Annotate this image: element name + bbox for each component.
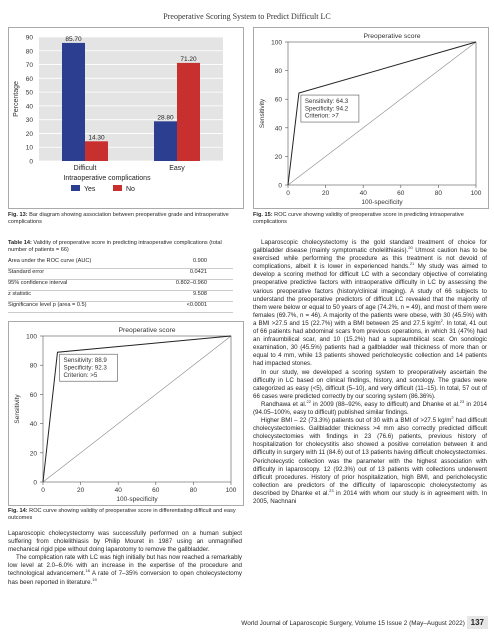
figure-15-roc-chart [253,27,489,209]
figure-13-bar-chart [8,27,244,209]
roc-chart-14-svg [9,322,243,505]
annotation-line: Criterion: >5 [63,371,98,379]
bar-yes [154,121,177,161]
annotation-line: Sensitivity: 88.9 [63,357,107,365]
row-label: z statistic [8,291,32,297]
figure-14-roc-chart [8,321,244,506]
x-tick-label: 100 [470,190,482,197]
x-tick-label: 80 [434,190,443,197]
row-label: Area under the ROC curve (AUC) [8,258,92,264]
paragraph: Randhawa et al.$^{22}$ in 2009 (88–92%, easy to difficult) and Dhanke et al.$^{23}$ in 2014 (94.05–100%, easy to difficult) published similar findings. [253,398,487,416]
y-tick-label: 0 [278,182,282,190]
y-axis-title: Sensitivity [14,394,21,424]
x-tick-label: 100 [225,487,237,494]
table-row [8,280,233,291]
x-tick-label: 0 [41,487,45,494]
y-tick-label: 20 [274,153,282,161]
row-value: 0.0421 [189,269,207,275]
y-tick-label: 0 [29,158,33,166]
running-title: Preoperative Scoring System to Predict Difficult LC [163,12,331,21]
row-value: 0.802–0.960 [175,280,207,286]
y-axis-title: Sensitivity [259,98,266,129]
legend-swatch [113,185,122,191]
y-tick-label: 70 [25,62,33,70]
x-tick-label: 60 [397,190,405,197]
y-tick-label: 20 [25,130,33,138]
page-footer [170,618,488,627]
row-value: <0.0001 [186,302,207,308]
y-tick-label: 0 [33,479,37,487]
y-tick-label: 60 [25,75,33,83]
x-axis-title: Intraoperative complications [63,175,151,182]
figure-14-caption: Fig. 14: ROC curve showing validity of preoperative score in differentiating difficult and easy outcomes [8,508,236,522]
x-axis-title: 100-specificity [361,199,403,206]
bar-value-label: 14.30 [88,134,105,142]
page-number: 137 [467,616,488,629]
x-tick-label: 40 [359,190,367,197]
figure-15-caption: Fig. 15: ROC curve showing validity of preoperative score in predicting intraoperative complications [253,212,464,226]
y-tick-label: 100 [26,333,37,341]
y-tick-label: 90 [25,34,33,42]
chart-title: Preoperative score [363,33,421,40]
y-tick-label: 60 [29,391,37,399]
paragraph: The complication rate with LC was high initially but has now reached a remarkably low level at 2.0–6.0% with an increase in the expertise of the procedure and technological advancement.$^{18}$ A rate of 7–35% conversion to open cholecystectomy has been reported in literature.$^{19}$ [8,554,242,586]
row-value: 9.508 [193,291,207,297]
y-tick-label: 40 [25,103,33,111]
table-14 [8,258,242,313]
right-column-text [253,239,487,506]
x-tick-label: 20 [76,487,85,494]
table-14-title: Table 14: Validity of preoperative score in predicting intraoperative complications (total number of patients = 66) [8,240,222,254]
paragraph: Higher BMI – 22 (73.3%) patients out of 30 with a BMI of >27.5 $kg/m^2$ had difficult cholecystectomies. Gallbladder thickness >4 mm also correctly predicted difficult cholecystectomies with findings in 23 (76.6) patients, previous history of hospitalization for cholecystitis also showed a positive correlation between it and difficulty in surgery with 11 (84.6) out of 13 patients having difficult cholecystectomies. Pericholecystic collection was the parameter with the highest association with difficulty in laparoscopy. 12 (92.3%) out of 13 patients with collections underwent difficult procedures. History of prior hospitalization, high BMI, and pericholecystic collection are predictors of the difficulty of laparoscopic cholecystectomy as described by Dhanke et al.$^{23}$ in 2014 with whom our study is in agreement with. In 2005, Nachnani [253,415,488,505]
table-row [8,269,233,280]
row-value: 0.900 [193,258,207,264]
y-tick-label: 10 [25,144,33,152]
table-row [8,258,233,269]
roc-chart-15-svg [254,28,488,208]
table-row [8,291,233,302]
x-tick-label: 20 [321,190,330,197]
y-tick-label: 80 [274,68,282,76]
y-tick-label: 80 [29,362,37,370]
y-axis-title: Percentage [13,81,20,117]
y-tick-label: 60 [274,96,282,104]
y-tick-label: 100 [271,39,282,47]
row-label: 95% confidence interval [8,280,68,286]
row-label: Standard error [8,269,45,275]
legend-swatch [71,185,80,191]
chart-title: Preoperative score [118,327,176,334]
y-tick-label: 30 [25,117,33,125]
annotation-line: Criterion: >7 [304,112,339,120]
paragraph: In our study, we developed a scoring system to preoperatively ascertain the difficulty in LC based on clinical findings, history, and sonology. The grades were categorized as easy (<5), difficult (5–10), and very difficult (11–15). In total, 57 out of 66 cases were predicted correctly by our scoring system (86.36%). [253,368,487,400]
bar-yes [62,43,85,161]
row-label: Significance level p (area = 0.5) [8,302,87,308]
bar-no [177,63,200,161]
bar-value-label: 85.70 [65,35,82,43]
legend-label: No [126,186,135,193]
bar-value-label: 28.80 [157,114,174,122]
x-tick-label: 60 [152,487,160,494]
x-tick-label: 0 [286,190,290,197]
legend-label: Yes [84,186,96,193]
annotation-line: Sensitivity: 64.3 [304,98,349,106]
bar-no [85,141,108,161]
x-tick-label: Difficult [73,165,97,172]
figure-13-caption: Fig. 13: Bar diagram showing association between preoperative grade and intraoperative complications [8,212,229,226]
bar-value-label: 71.20 [180,55,197,63]
annotation-line: Specificity: 94.2 [304,105,349,113]
annotation-line: Specificity: 92.3 [63,364,107,372]
y-tick-label: 80 [25,48,33,56]
left-column-text [8,530,242,587]
x-tick-label: 80 [189,487,198,494]
table-row [8,302,233,313]
y-tick-label: 40 [29,421,37,429]
x-tick-label: Easy [169,165,185,172]
paragraph: Laparoscopic cholecystectomy was successfully performed on a human subject suffering from cholelithiasis by Philip Mouret in 1987 using an unmagnified mechanical rigid pipe without doing laparotomy to remove the gallbladder. [8,530,242,554]
y-tick-label: 20 [29,450,37,458]
paragraph: Laparoscopic cholecystectomy is the gold standard treatment of choice for gallbladder disease (mainly symptomatic cholelithiasis).$^{20}$ Utmost caution has to be exercised while performing the procedure as this treatment is not devoid of complications, albeit it is lower in experienced hands.$^{21}$ My study was aimed to develop a scoring method for difficult LC with a secondary objective of correlating preoperative predictive factors with intraoperative difficulty in LC by assessing the various preoperative factors (history/clinical imaging). A study of 66 subjects to understand the preoperative predictors of difficult LC revealed that the majority of them were below or equal to 50 years of age (74.2%, n = 49), and most of them were females (69.7%, n = 46). A majority of the patients were obese, with 30 (45.5%) with a BMI >27.5 and 15 (22.7%) with a BMI between 25 and 27.5 $kg/m^2$. In total, 41 out of 66 patients had abdominal scars from previous operations, in which 31 (47%) had an infraumbilical scar, and 10 (15.2%) had a supraumbilical scar. On sonologic examination, 30 (45.5%) patients had a gallbladder wall thickness of more than or equal to 4 mm, while 13 patients showed pericholecystic collection and 14 patients had impacted stones. [253,239,488,368]
bar-chart-svg [9,28,243,208]
y-tick-label: 40 [274,125,282,133]
x-axis-title: 100-specificity [116,496,158,503]
y-tick-label: 50 [25,89,33,97]
x-tick-label: 40 [114,487,122,494]
journal-citation: World Journal of Laparoscopic Surgery, Volume 15 Issue 2 (May–August 2022) [241,620,465,627]
